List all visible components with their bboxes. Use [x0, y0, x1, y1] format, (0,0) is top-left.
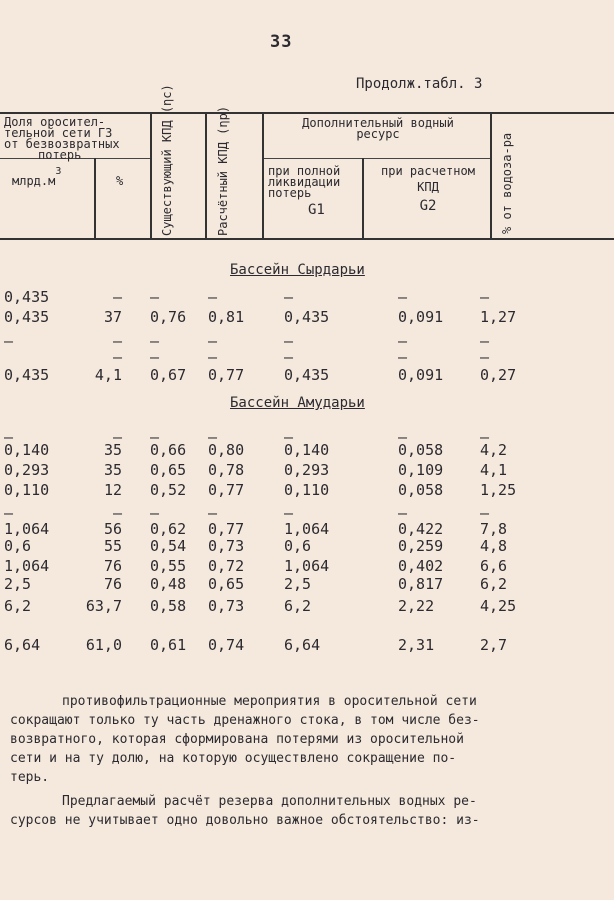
table-cell: 56	[103, 520, 122, 538]
table-cell: 0,61	[150, 636, 187, 654]
header-g2-symbol: G2	[419, 198, 437, 214]
table-cell: 0,140	[284, 441, 330, 459]
table-cell: 0,110	[4, 481, 50, 499]
table-cell: 6,2	[284, 597, 312, 615]
table-cell: 0,091	[398, 366, 444, 384]
table-cell: ‒	[150, 288, 160, 306]
col-divider-3	[205, 112, 207, 238]
table-cell: ‒	[398, 504, 408, 522]
table-cell: ‒	[208, 332, 218, 350]
table-cell: ‒	[208, 504, 218, 522]
table-cell: 12	[103, 481, 122, 499]
table-cell: 0,817	[398, 575, 444, 593]
table-cell: 0,77	[208, 366, 245, 384]
table-cell: 0,77	[208, 520, 245, 538]
paragraph-2-line: сурсов не учитывает одно довольно важное обстоятельство: из-	[10, 813, 480, 828]
table-cell: 0,55	[150, 557, 187, 575]
header-add-resource-line-2: ресурс	[356, 127, 400, 141]
table-cell: 6,64	[284, 636, 321, 654]
table-cell: 7,8	[480, 520, 508, 538]
header-unit-mln	[12, 166, 62, 188]
table-cell: 0,402	[398, 557, 444, 575]
header-existing-kpd: Существующий КПД (ηс)	[160, 84, 174, 236]
table-cell: 6,64	[4, 636, 41, 654]
header-add-resource	[268, 118, 488, 140]
table-cell: ‒	[208, 288, 218, 306]
table-cell: 0,73	[208, 537, 245, 555]
paragraph-1-line: возвратного, которая сформирована потерями из оросительной	[10, 732, 464, 747]
paragraph-1-line: сокращают только ту часть дренажного стока, в том числе без-	[10, 713, 480, 728]
table-cell: 0,140	[4, 441, 50, 459]
table-cell: 0,58	[150, 597, 187, 615]
table-cell: 0,76	[150, 308, 187, 326]
table-cell: 0,80	[208, 441, 245, 459]
table-cell: ‒	[398, 332, 408, 350]
table-cell: 1,064	[4, 520, 50, 538]
table-cell: 6,2	[480, 575, 508, 593]
table-cell: ‒	[150, 428, 160, 446]
paragraph-1-line: терь.	[10, 770, 50, 785]
table-cell: 0,66	[150, 441, 187, 459]
table-cell: 0,293	[4, 461, 50, 479]
table-cell: ‒	[208, 428, 218, 446]
table-cell: ‒	[208, 348, 218, 366]
table-header-bottom-rule	[0, 238, 614, 240]
table-cell: ‒	[480, 504, 490, 522]
table-cell: 1,27	[480, 308, 517, 326]
table-cell: 0,52	[150, 481, 187, 499]
table-cell: 0,435	[4, 288, 50, 306]
table-cell: 2,5	[284, 575, 312, 593]
header-full-elim-line-3: потерь	[268, 186, 312, 200]
table-cell: 0,109	[398, 461, 444, 479]
table-cell: 0,73	[208, 597, 245, 615]
table-cell: ‒	[480, 288, 490, 306]
table-cell: 0,422	[398, 520, 444, 538]
table-cell: 0,435	[284, 308, 330, 326]
table-cell: ‒	[112, 348, 122, 366]
table-cell: 2,5	[4, 575, 32, 593]
table-cell: ‒	[284, 348, 294, 366]
header-unit-sup: 3	[55, 166, 62, 177]
table-cell: 1,064	[284, 557, 330, 575]
col-divider-2	[150, 112, 152, 238]
table-cell: 6,2	[4, 597, 32, 615]
table-cell: 6,6	[480, 557, 508, 575]
header-add-resource-line-1: Дополнительный водный	[302, 116, 454, 130]
table-cell: 35	[103, 441, 122, 459]
table-cell: ‒	[4, 332, 14, 350]
header-calc-resource	[368, 166, 488, 212]
basin-title-amudarya: Бассейн Амударьи	[230, 395, 365, 411]
header-calc-res-line-2: КПД	[417, 180, 439, 194]
table-cell: 0,058	[398, 481, 444, 499]
table-cell: 0,259	[398, 537, 444, 555]
table-cell: ‒	[398, 428, 408, 446]
table-cell: ‒	[112, 332, 122, 350]
table-cell: 4,1	[480, 461, 508, 479]
table-cell: 0,62	[150, 520, 187, 538]
page-number: 33	[270, 32, 293, 52]
table-cell: 0,65	[208, 575, 245, 593]
paragraph-2	[10, 792, 480, 830]
table-cell: 76	[103, 575, 122, 593]
paragraph-1	[10, 692, 480, 787]
table-cell: 0,293	[284, 461, 330, 479]
table-continuation-label: Продолж.табл. 3	[356, 76, 483, 92]
header-full-elim-line-1: при полной	[268, 164, 341, 178]
table-cell: 63,7	[85, 597, 122, 615]
table-cell: 0,48	[150, 575, 187, 593]
header-pct-intake: % от водоза-ра	[500, 132, 514, 234]
table-cell: 0,058	[398, 441, 444, 459]
table-cell: ‒	[150, 332, 160, 350]
table-cell: ‒	[112, 504, 122, 522]
table-cell: 0,435	[4, 366, 50, 384]
table-cell: 0,74	[208, 636, 245, 654]
header-calc-res-line-1: при расчетном	[381, 164, 475, 178]
table-cell: ‒	[112, 288, 122, 306]
table-cell: 0,78	[208, 461, 245, 479]
table-cell: 0,091	[398, 308, 444, 326]
header-calc-kpd: Расчётный КПД (ηр)	[216, 105, 230, 236]
table-cell: 76	[103, 557, 122, 575]
header-share-title	[4, 117, 120, 161]
table-cell: 0,67	[150, 366, 187, 384]
table-cell: ‒	[112, 428, 122, 446]
table-cell: 0,77	[208, 481, 245, 499]
header-full-elim-line-2: ликвидации	[268, 175, 341, 189]
paragraph-2-line: Предлагаемый расчёт резерва дополнительных водных ре-	[62, 794, 477, 809]
table-cell: 0,435	[284, 366, 330, 384]
header-g1-symbol: G1	[308, 202, 325, 218]
table-cell: 0,110	[284, 481, 330, 499]
header-share-line-2: тельной сети Г3	[4, 126, 113, 140]
header-share-line-3: от безвозвратных	[4, 137, 120, 151]
table-cell: 0,6	[284, 537, 312, 555]
header-full-elimination	[268, 166, 340, 216]
col-divider-4	[262, 112, 264, 238]
table-cell: 4,8	[480, 537, 508, 555]
header-unit-pct: %	[116, 174, 124, 188]
table-cell: ‒	[480, 332, 490, 350]
table-cell: ‒	[150, 348, 160, 366]
table-cell: 0,435	[4, 308, 50, 326]
table-cell: ‒	[480, 348, 490, 366]
table-cell: 61,0	[85, 636, 122, 654]
header-subrule-right	[262, 158, 490, 159]
table-cell: 55	[103, 537, 122, 555]
table-cell: 4,2	[480, 441, 508, 459]
col-divider-6	[490, 112, 492, 238]
header-unit-mln-text: млрд.м	[12, 174, 56, 188]
table-cell: 0,6	[4, 537, 32, 555]
table-cell: 35	[103, 461, 122, 479]
basin-title-syrdarya: Бассейн Сырдарьи	[230, 262, 365, 278]
table-cell: ‒	[398, 288, 408, 306]
table-cell: 1,25	[480, 481, 517, 499]
table-cell: 1,064	[4, 557, 50, 575]
col-divider-1	[94, 158, 96, 238]
paragraph-1-line: противофильтрационные мероприятия в оросительной сети	[62, 694, 477, 709]
table-cell: 4,25	[480, 597, 517, 615]
table-cell: ‒	[284, 332, 294, 350]
header-share-line-1: Доля оросител-	[4, 115, 106, 129]
table-cell: 0,81	[208, 308, 245, 326]
table-cell: 1,064	[284, 520, 330, 538]
table-cell: ‒	[284, 504, 294, 522]
table-cell: ‒	[284, 428, 294, 446]
table-cell: 0,72	[208, 557, 245, 575]
table-cell: ‒	[284, 288, 294, 306]
table-top-rule	[0, 112, 614, 114]
table-cell: 4,1	[94, 366, 122, 384]
header-share-line-4: потерь	[38, 148, 82, 162]
table-cell: 2,7	[480, 636, 508, 654]
paragraph-1-line: сети и на ту долю, на которую осуществлено сокращение по-	[10, 751, 457, 766]
table-cell: ‒	[480, 428, 490, 446]
table-cell: ‒	[4, 428, 14, 446]
table-cell: 37	[103, 308, 122, 326]
table-cell: 0,54	[150, 537, 187, 555]
col-divider-5	[362, 158, 364, 238]
table-cell: 2,31	[398, 636, 435, 654]
table-cell: ‒	[4, 504, 14, 522]
table-cell: 0,27	[480, 366, 517, 384]
table-cell: ‒	[150, 504, 160, 522]
table-cell: 0,65	[150, 461, 187, 479]
table-cell: ‒	[398, 348, 408, 366]
table-cell: 2,22	[398, 597, 435, 615]
